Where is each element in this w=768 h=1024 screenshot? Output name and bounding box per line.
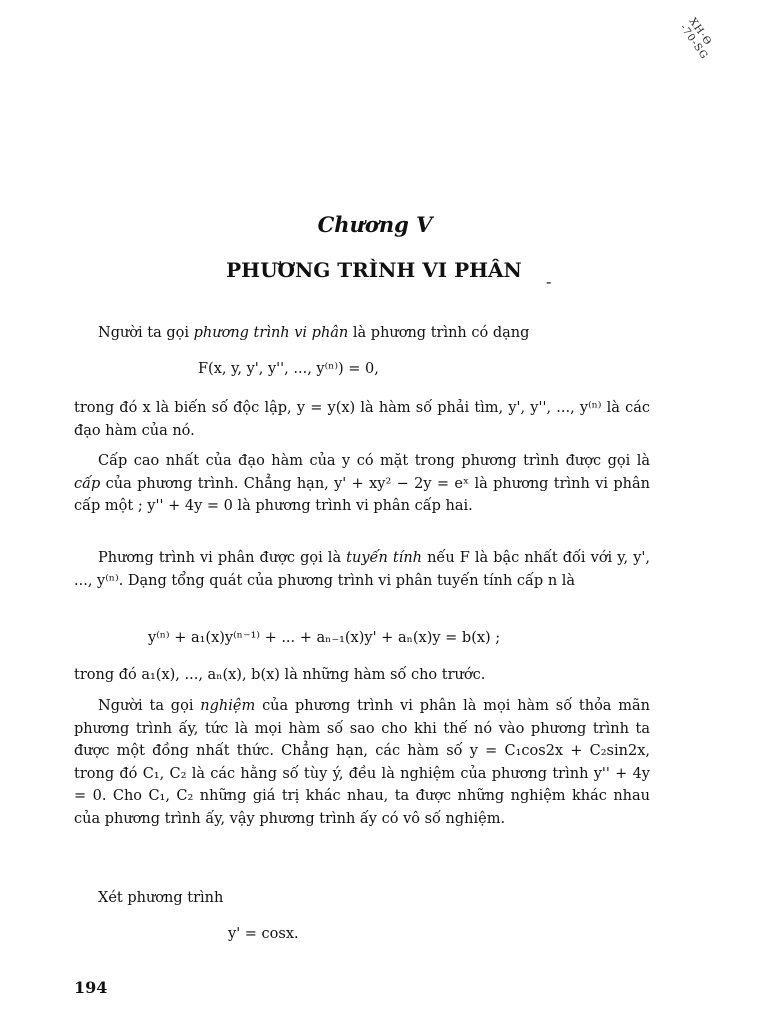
title-dash: - [546, 272, 552, 291]
library-stamp: ХН·Ө -70-SG [677, 16, 714, 62]
equation-linear-form: y⁽ⁿ⁾ + a₁(x)y⁽ⁿ⁻¹⁾ + ... + aₙ₋₁(x)y' + aₙ(x)y = b(x) ; [148, 630, 501, 646]
equation-general-form: F(x, y, y', y'', ..., y⁽ⁿ⁾) = 0, [198, 361, 379, 377]
paragraph-linear: Phương trình vi phân được gọi là tuyến tính nếu F là bậc nhất đối với y, y', ..., y⁽ⁿ⁾. Dạng tổng quát của phương trình vi phân tuyến tính cấp n là [74, 550, 650, 589]
chapter-title: PHƯƠNG TRÌNH VI PHÂN [226, 258, 522, 282]
page-number: 194 [74, 978, 108, 997]
paragraph-order: Cấp cao nhất của đạo hàm của y có mặt trong phương trình được gọi là cấp của phương trình. Chẳng hạn, y' + xy² − 2y = eˣ là phương trình vi phân cấp một ; y'' + 4y = 0 là phương trình vi phân cấp hai. [74, 453, 650, 514]
paragraph-variables: trong đó x là biến số độc lập, y = y(x) là hàm số phải tìm, y', y'', ..., y⁽ⁿ⁾ là các đạo hàm của nó. [74, 400, 650, 439]
equation-example: y' = cosx. [228, 926, 299, 942]
paragraph-solution: Người ta gọi nghiệm của phương trình vi phân là mọi hàm số thỏa mãn phương trình ấy, tức là mọi hàm số sao cho khi thế nó vào phương trình ta được một đồng nhất thức. Chẳng hạn, các hàm số y = C₁cos2x + C₂sin2x, trong đó C₁, C₂ là các hằng số tùy ý, đều là nghiệm của phương trình y'' + 4y = 0. Cho C₁, C₂ những giá trị khác nhau, ta được những nghiệm khác nhau của phương trình ấy, vậy phương trình ấy có vô số nghiệm. [74, 698, 651, 827]
paragraph-definition: Người ta gọi phương trình vi phân là phương trình có dạng [98, 325, 530, 341]
paragraph-coefficients: trong đó a₁(x), ..., aₙ(x), b(x) là những hàm số cho trước. [74, 667, 486, 683]
chapter-heading: Chương V [317, 212, 433, 237]
paragraph-consider: Xét phương trình [98, 890, 224, 906]
